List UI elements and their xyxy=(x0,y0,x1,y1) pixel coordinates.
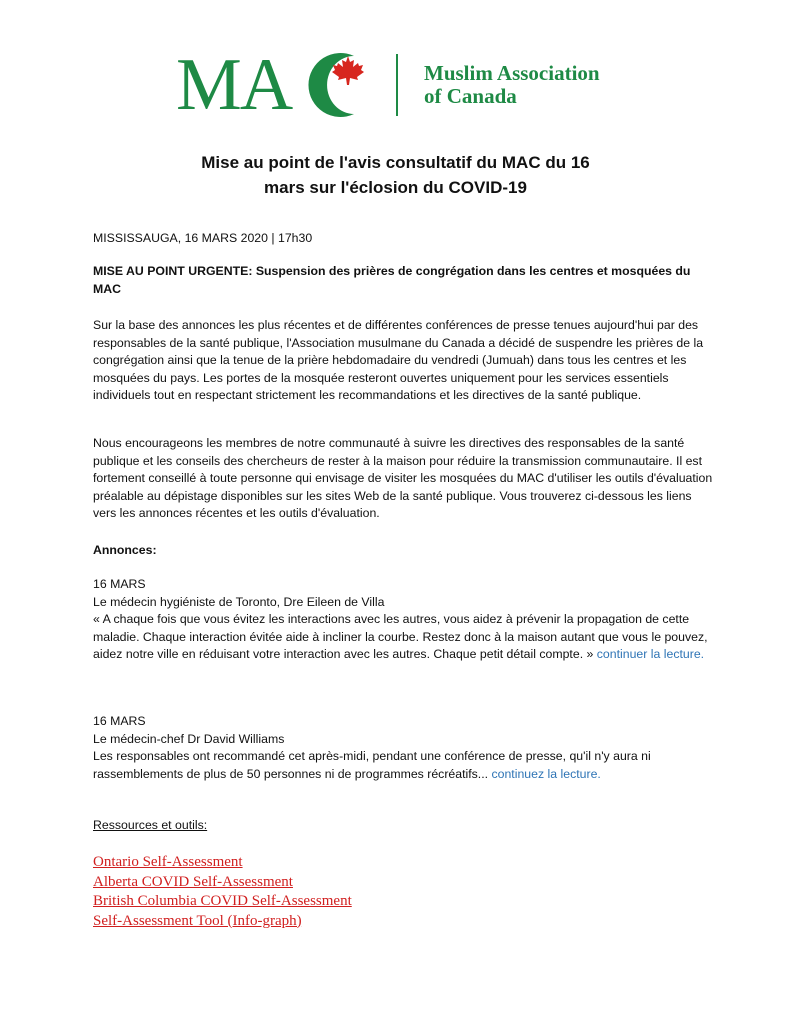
organization-name xyxy=(424,62,600,108)
resources-heading: Ressources et outils: xyxy=(93,818,208,832)
paragraph-1: Sur la base des annonces les plus récentes et de différentes conférences de presse tenues aujourd'hui par des responsables de la santé publique, l'Association musulmane du Canada a décidé de suspendre les prières de la congrégation ainsi que la tenue de la prière hebdomadaire du vendredi (Jumuah) dans tous les centres et les mosquées du pays. Les portes de la mosquée resteront ouvertes uniquement pour les services essentiels individuels tout en respectant strictement les recommandations et les directives de la santé publique. xyxy=(93,318,704,403)
self-assessment-infograph-link[interactable]: Self-Assessment Tool (Info-graph) xyxy=(93,912,302,929)
announcement-item xyxy=(93,576,713,664)
logo-mark: MA xyxy=(176,44,292,126)
title-line1: Mise au point de l'avis consultatif du MAC du 16 xyxy=(201,153,590,172)
dateline: MISSISSAUGA, 16 MARS 2020 | 17h30 xyxy=(93,231,313,245)
announcement-source: Le médecin-chef Dr David Williams xyxy=(93,731,285,746)
announcement-item xyxy=(93,713,713,783)
logo-divider xyxy=(396,54,398,116)
title-line2: mars sur l'éclosion du COVID-19 xyxy=(264,178,527,197)
headline: MISE AU POINT URGENTE: Suspension des prières de congrégation dans les centres et mosquées du MAC xyxy=(93,264,691,296)
continue-reading-link[interactable]: continuez la lecture. xyxy=(491,766,601,781)
announcement-text: « A chaque fois que vous évitez les interactions avec les autres, vous aidez à prévenir la propagation de cette maladie. Chaque interaction évitée aide à incliner la courbe. Restez donc à la maison autant que vous le pouvez, aidez notre ville en réduisant votre interaction avec les autres. Chaque petit détail compte. » xyxy=(93,612,708,662)
announcement-text: Les responsables ont recommandé cet après-midi, pendant une conférence de presse, qu'il n'y aura ni rassemblements de plus de 50 personnes ni de programmes récréatifs... xyxy=(93,749,651,781)
alberta-self-assessment-link[interactable]: Alberta COVID Self-Assessment xyxy=(93,873,293,890)
organization-name-line2: of Canada xyxy=(424,84,517,108)
organization-name-line1: Muslim Association xyxy=(424,61,600,85)
ontario-self-assessment-link[interactable]: Ontario Self-Assessment xyxy=(93,854,243,870)
announcements-heading: Annonces: xyxy=(93,543,157,557)
british-columbia-self-assessment-link[interactable]: British Columbia COVID Self-Assessment xyxy=(93,893,352,909)
announcement-date: 16 MARS xyxy=(93,714,146,728)
announcement-date: 16 MARS xyxy=(93,577,146,591)
continue-reading-link[interactable]: continuer la lecture. xyxy=(596,647,705,662)
document-title xyxy=(120,150,671,200)
crescent-maple-leaf-icon xyxy=(304,48,372,122)
resources-list xyxy=(93,853,352,931)
paragraph-2: Nous encourageons les membres de notre communauté à suivre les directives des responsables de la santé publique et les conseils des chercheurs de rester à la maison pour réduire la transmission communautaire. Il est fortement conseillé à toute personne qui envisage de visiter les mosquées du MAC d'utiliser les outils d'évaluation préalable au dépistage disponibles sur les sites Web de la santé publique. Vous trouverez ci-dessous les liens vers les annonces récentes et les outils d'évaluation. xyxy=(93,436,713,521)
announcement-source: Le médecin hygiéniste de Toronto, Dre Eileen de Villa xyxy=(93,594,385,609)
